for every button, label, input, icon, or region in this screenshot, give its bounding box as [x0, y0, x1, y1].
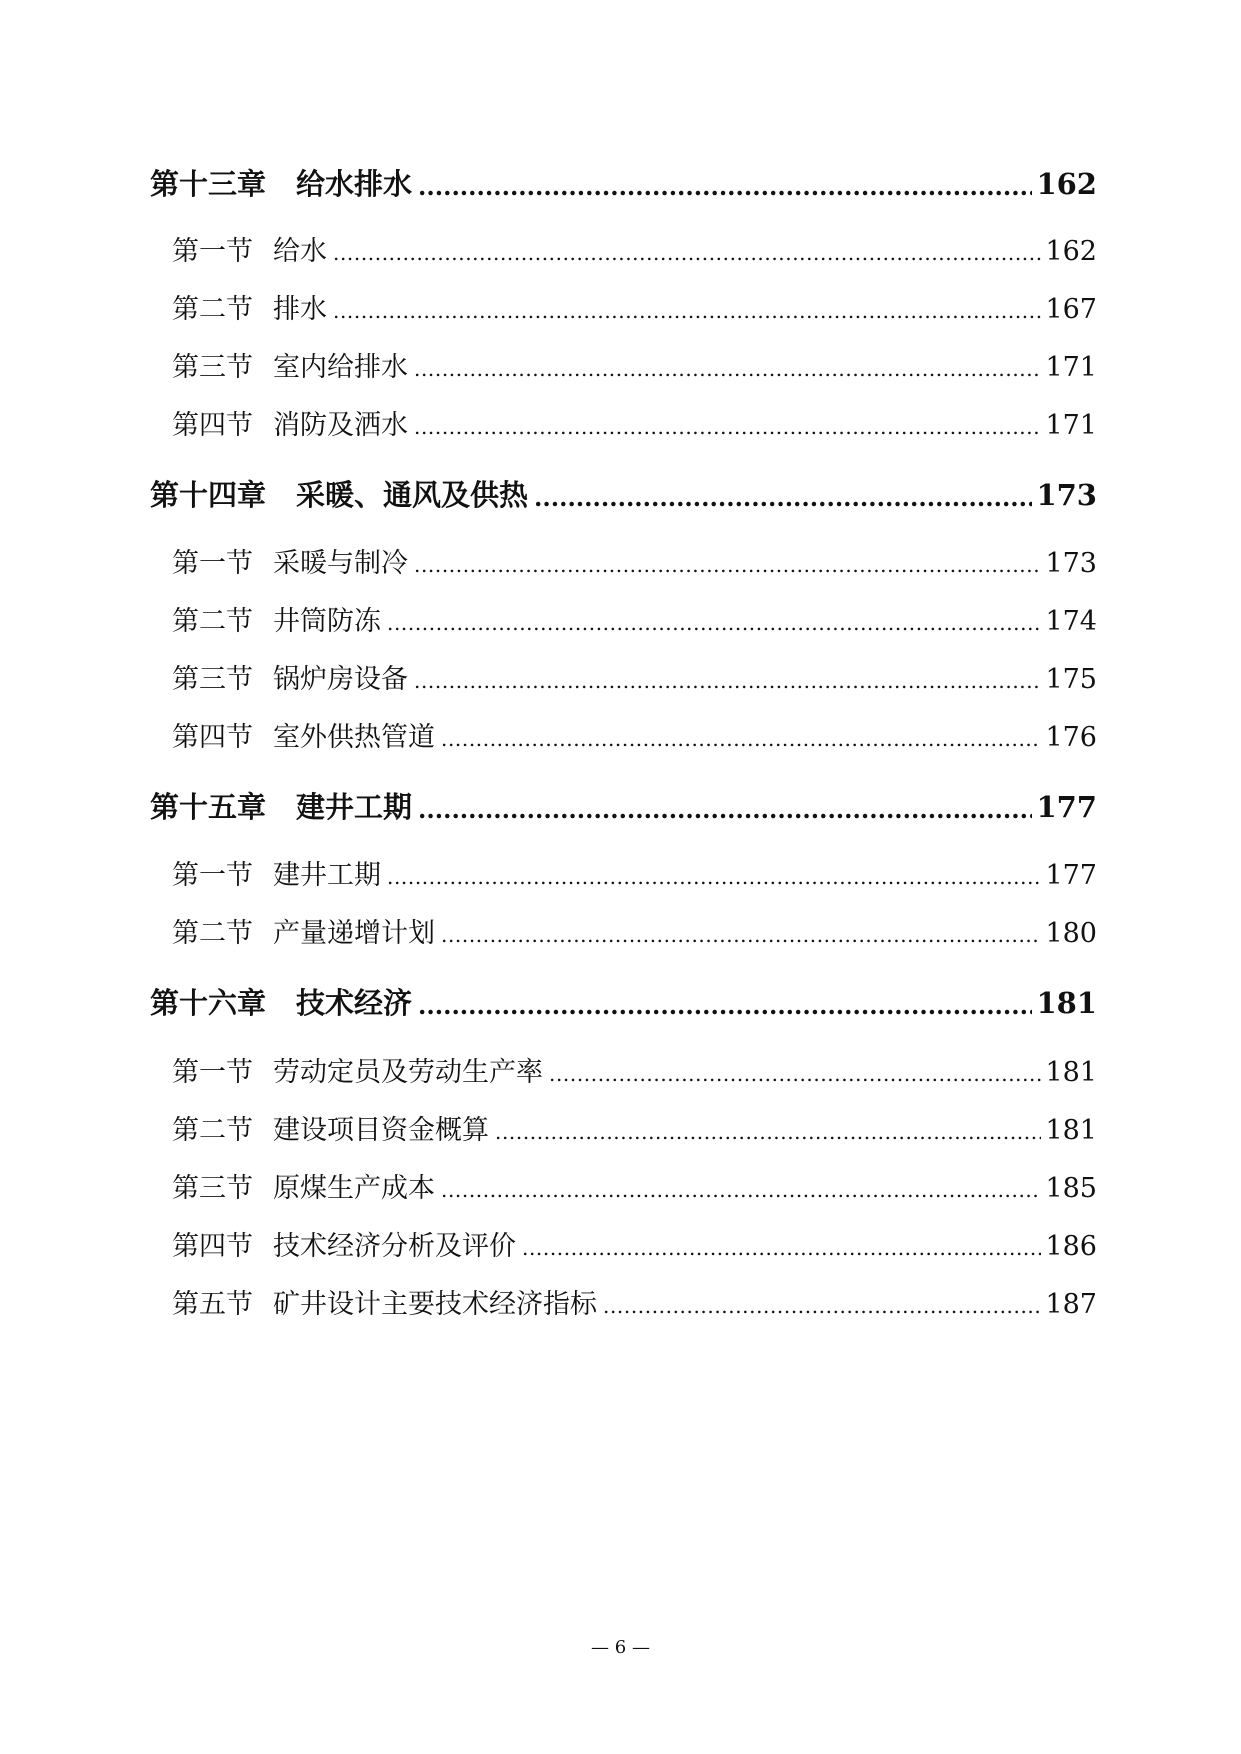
- toc-section-title: 采暖与制冷: [273, 548, 408, 579]
- toc-section-title: 室内给排水: [273, 352, 408, 383]
- toc-section-title: 原煤生产成本: [273, 1173, 435, 1204]
- dot-leader: [414, 415, 1041, 442]
- toc-chapter-row[interactable]: [150, 473, 1097, 514]
- toc-section-number: 第五节: [172, 1289, 253, 1320]
- toc-chapter-title: 建井工期: [296, 790, 413, 824]
- dot-leader: [549, 1062, 1041, 1089]
- toc-section-title: 锅炉房设备: [273, 664, 408, 695]
- toc-section-number: 第四节: [172, 1231, 253, 1262]
- toc-section-title: 排水: [273, 294, 327, 325]
- dot-leader: [333, 299, 1041, 326]
- dot-leader: [495, 1120, 1041, 1147]
- toc-page-number: 181: [1045, 1057, 1097, 1088]
- toc-page-number: 180: [1045, 918, 1097, 949]
- dot-leader: [414, 553, 1041, 580]
- toc-page-number: 185: [1045, 1173, 1097, 1204]
- dot-leader: [414, 669, 1041, 696]
- dot-leader: [414, 357, 1041, 384]
- toc-page-number: 174: [1045, 606, 1097, 637]
- toc-chapter-title: 技术经济: [296, 986, 413, 1020]
- dot-leader: [603, 1294, 1041, 1321]
- toc-section-row[interactable]: [172, 599, 1097, 638]
- toc-page-number: 162: [1045, 236, 1097, 267]
- toc-page-number: 173: [1036, 478, 1097, 512]
- toc-section-title: 建设项目资金概算: [273, 1115, 489, 1146]
- toc-section-row[interactable]: [172, 715, 1097, 754]
- toc-section-number: 第二节: [172, 1115, 253, 1146]
- toc-page-number: 171: [1045, 352, 1097, 383]
- page-footer-number: — 6 —: [591, 1637, 650, 1658]
- toc-page-number: 175: [1045, 664, 1097, 695]
- toc-section-row[interactable]: [172, 345, 1097, 384]
- toc-section-row[interactable]: [172, 657, 1097, 696]
- toc-section-row[interactable]: [172, 403, 1097, 442]
- toc-section-title: 室外供热管道: [273, 722, 435, 753]
- toc-chapter-row[interactable]: [150, 785, 1097, 826]
- toc-section-number: 第四节: [172, 722, 253, 753]
- toc-page-number: 176: [1045, 722, 1097, 753]
- toc-page-number: 181: [1036, 986, 1097, 1020]
- dot-leader: [522, 1236, 1041, 1263]
- toc-section-number: 第一节: [172, 236, 253, 267]
- toc-page-number: 186: [1045, 1231, 1097, 1262]
- toc-page-number: 167: [1045, 294, 1097, 325]
- toc-section-title: 矿井设计主要技术经济指标: [273, 1289, 597, 1320]
- toc-section-row[interactable]: [172, 541, 1097, 580]
- toc-section-row[interactable]: [172, 1282, 1097, 1321]
- toc-section-title: 技术经济分析及评价: [273, 1231, 516, 1262]
- toc-section-row[interactable]: [172, 853, 1097, 892]
- toc-page-number: 177: [1045, 860, 1097, 891]
- dot-leader: [387, 611, 1041, 638]
- dot-leader: [534, 485, 1032, 514]
- dot-leader: [441, 1178, 1041, 1205]
- toc-chapter-number: 第十三章: [150, 167, 267, 201]
- toc-section-row[interactable]: [172, 1224, 1097, 1263]
- toc-section-title: 产量递增计划: [273, 918, 435, 949]
- toc-section-row[interactable]: [172, 1108, 1097, 1147]
- dot-leader: [418, 993, 1032, 1022]
- toc-section-number: 第四节: [172, 410, 253, 441]
- toc-chapter-title: 采暖、通风及供热: [296, 478, 529, 512]
- toc-section-title: 井筒防冻: [273, 606, 381, 637]
- dot-leader: [387, 865, 1041, 892]
- toc-section-number: 第二节: [172, 294, 253, 325]
- toc-section-title: 建井工期: [273, 860, 381, 891]
- toc-section-row[interactable]: [172, 1166, 1097, 1205]
- toc-section-title: 给水: [273, 236, 327, 267]
- toc-chapter-title: 给水排水: [296, 167, 413, 201]
- toc-chapter-number: 第十四章: [150, 478, 267, 512]
- toc-section-row[interactable]: [172, 287, 1097, 326]
- toc-section-row[interactable]: [172, 1050, 1097, 1089]
- toc-section-number: 第三节: [172, 1173, 253, 1204]
- toc-section-row[interactable]: [172, 911, 1097, 950]
- dot-leader: [418, 174, 1032, 203]
- toc-page-number: 181: [1045, 1115, 1097, 1146]
- toc-chapter-row[interactable]: [150, 162, 1097, 203]
- dot-leader: [418, 797, 1032, 826]
- toc-section-number: 第三节: [172, 352, 253, 383]
- dot-leader: [441, 727, 1041, 754]
- dot-leader: [441, 923, 1041, 950]
- toc-page-number: 173: [1045, 548, 1097, 579]
- toc-chapter-row[interactable]: [150, 981, 1097, 1022]
- toc-section-number: 第一节: [172, 1057, 253, 1088]
- toc-page-number: 162: [1036, 167, 1097, 201]
- toc-chapter-number: 第十六章: [150, 986, 267, 1020]
- dot-leader: [333, 241, 1041, 268]
- toc-section-title: 消防及洒水: [273, 410, 408, 441]
- toc-section-number: 第二节: [172, 918, 253, 949]
- toc-section-number: 第三节: [172, 664, 253, 695]
- toc-chapter-number: 第十五章: [150, 790, 267, 824]
- toc-page-number: 187: [1045, 1289, 1097, 1320]
- toc-page-number: 171: [1045, 410, 1097, 441]
- toc-page-number: 177: [1036, 790, 1097, 824]
- toc-section-number: 第一节: [172, 860, 253, 891]
- toc-section-title: 劳动定员及劳动生产率: [273, 1057, 543, 1088]
- toc-section-number: 第二节: [172, 606, 253, 637]
- toc-section-number: 第一节: [172, 548, 253, 579]
- toc-section-row[interactable]: [172, 229, 1097, 268]
